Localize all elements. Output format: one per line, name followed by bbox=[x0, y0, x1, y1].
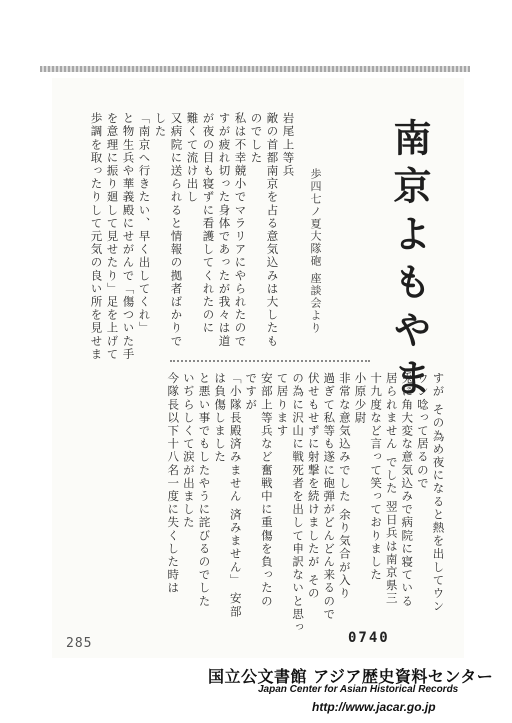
text-column: 過ぎて私等も遂に砲弾がどんどん来るので bbox=[322, 372, 337, 621]
text-column: 十九度など言って笑っておりました bbox=[369, 372, 384, 582]
text-column: した bbox=[153, 112, 168, 139]
archive-name-jp: 国立公文書館 アジア歴史資料センター bbox=[208, 667, 494, 686]
text-column: 敵の首都南京を占る意気込みは大したも bbox=[265, 112, 280, 348]
text-column: すが疲れ切った身体であったが我々は道 bbox=[217, 112, 232, 348]
text-column: は負傷しました bbox=[213, 372, 228, 464]
archive-url: http://www.jacar.go.jp bbox=[312, 700, 436, 714]
page-number: 285 bbox=[66, 636, 93, 651]
text-column: と物生兵や華義殿にせがんで「傷ついた手 bbox=[121, 112, 136, 361]
text-column: 歩調を取ったりして元気の良い所を見せま bbox=[89, 112, 104, 361]
text-column: 今隊長以下十八名一度に失くした時は bbox=[166, 372, 181, 595]
text-column: いぢらしくて涙が出ました bbox=[181, 372, 196, 530]
text-column: を意理に振り廻して見せたり」足を上げて bbox=[105, 112, 120, 361]
text-column: すが その為め夜になると熱を出してウン bbox=[431, 372, 446, 614]
text-column: 私は不幸競小でマラリアにやられたので bbox=[233, 112, 248, 348]
text-column: 小原少尉 bbox=[353, 372, 368, 425]
text-column: て居ります bbox=[275, 372, 290, 438]
text-column: と悪い事でもしたやうに詫びるのでした bbox=[197, 372, 212, 608]
text-column: のでした bbox=[249, 112, 264, 165]
text-column: 兎に角大変な意気込みで病院に寝ている bbox=[400, 372, 415, 608]
reference-code: 0740 bbox=[348, 630, 390, 646]
text-column: ウン唸って居るので bbox=[415, 372, 430, 490]
text-column: 「小隊長殿済みません 済みません」 安部 bbox=[228, 372, 243, 619]
text-column: の為に沢山に戦死者を出して申訳ないと思っ bbox=[291, 372, 306, 634]
text-column: が夜の目も寝ずに看護してくれたのに bbox=[201, 112, 216, 335]
text-column: 難くて流け出し bbox=[185, 112, 200, 204]
text-column: 伏せもせずに射撃を続けましたが その bbox=[306, 372, 321, 600]
text-column: 又病院に送られると情報の拠者ばかりで bbox=[169, 112, 184, 348]
scan-header-band bbox=[40, 66, 470, 72]
text-column: 岩尾上等兵 bbox=[281, 112, 296, 178]
text-column: 居られません でした 翌日兵は南京県三 bbox=[384, 372, 399, 606]
page-title: 南京よもやま bbox=[387, 118, 432, 406]
text-column: 安部上等兵など奮戦中に重傷を負ったの bbox=[259, 372, 274, 608]
text-column: 非常な意気込みでした 余り気合が入り bbox=[337, 372, 352, 600]
text-column: 「南京へ行きたい、早く出してくれ」 bbox=[137, 112, 152, 335]
section-divider bbox=[170, 360, 370, 362]
source-note: 歩四七ノ夏大隊砲 座談会より bbox=[309, 168, 322, 335]
text-column: ですが bbox=[244, 372, 259, 412]
archive-name-en: Japan Center for Asian Historical Records bbox=[258, 684, 459, 695]
